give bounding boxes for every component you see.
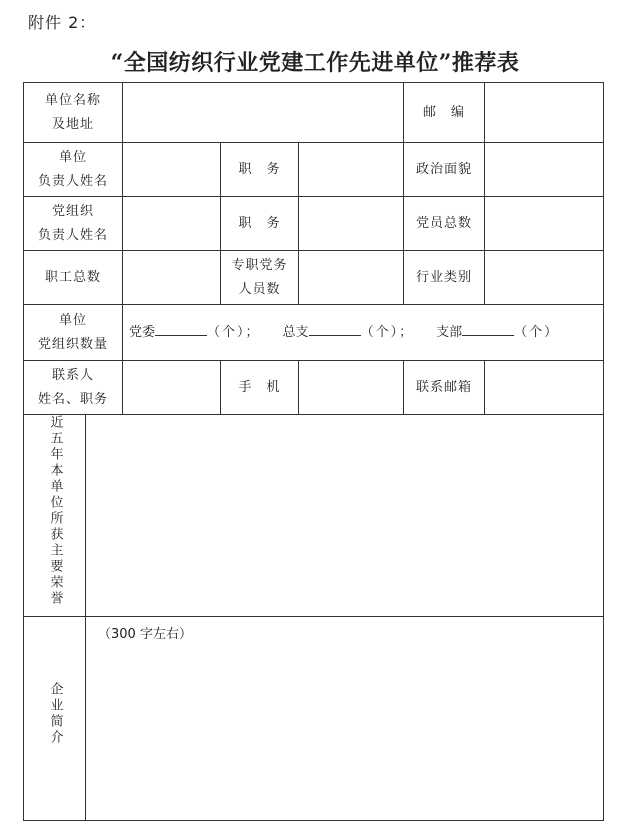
unit-name-field[interactable]	[123, 83, 404, 143]
postcode-label: 邮 编	[404, 83, 485, 143]
leader-name-field[interactable]	[123, 143, 221, 197]
row-unit-name	[24, 83, 604, 143]
political-status-field[interactable]	[485, 143, 604, 197]
branch-label: 支部	[436, 324, 463, 340]
intro-hint: （300 字左右）	[98, 627, 192, 642]
mobile-field[interactable]	[299, 361, 404, 415]
general-branch-unit: （个）；	[360, 324, 415, 340]
leader-label: 单位 负责人姓名	[24, 143, 123, 197]
fulltime-staff-field[interactable]	[299, 251, 404, 305]
recommendation-form	[23, 82, 603, 821]
row-staff	[24, 251, 604, 305]
row-org-count	[24, 305, 604, 361]
committee-unit: （个）；	[207, 324, 261, 340]
staff-total-field[interactable]	[123, 251, 221, 305]
intro-field[interactable]	[86, 617, 604, 821]
row-intro	[24, 617, 604, 821]
row-leader	[24, 143, 604, 197]
contact-email-field[interactable]	[485, 361, 604, 415]
mobile-label: 手 机	[221, 361, 299, 415]
industry-type-field[interactable]	[485, 251, 604, 305]
contact-email-label: 联系邮箱	[404, 361, 485, 415]
form-table	[23, 82, 604, 821]
intro-label: 企业简介	[24, 617, 86, 821]
postcode-field[interactable]	[485, 83, 604, 143]
general-branch-label: 总支	[282, 324, 309, 340]
committee-count-blank[interactable]	[155, 321, 207, 336]
party-member-total-field[interactable]	[485, 197, 604, 251]
party-leader-position-label: 职 务	[221, 197, 299, 251]
general-branch-count-blank[interactable]	[309, 321, 361, 336]
org-count-field	[123, 305, 604, 361]
contact-label: 联系人 姓名、职务	[24, 361, 123, 415]
honors-label: 近五年本单位所获主要荣誉	[24, 415, 86, 617]
attachment-label: 附件 2：	[28, 13, 97, 32]
branch-count-blank[interactable]	[462, 321, 514, 336]
contact-name-field[interactable]	[123, 361, 221, 415]
org-count-label: 单位 党组织数量	[24, 305, 123, 361]
row-honors	[24, 415, 604, 617]
leader-position-field[interactable]	[299, 143, 404, 197]
party-leader-name-field[interactable]	[123, 197, 221, 251]
leader-position-label: 职 务	[221, 143, 299, 197]
fulltime-staff-label: 专职党务 人员数	[221, 251, 299, 305]
party-leader-label: 党组织 负责人姓名	[24, 197, 123, 251]
branch-unit: （个）	[514, 324, 560, 340]
party-leader-position-field[interactable]	[299, 197, 404, 251]
political-status-label: 政治面貌	[404, 143, 485, 197]
party-member-total-label: 党员总数	[404, 197, 485, 251]
row-party-leader	[24, 197, 604, 251]
industry-type-label: 行业类别	[404, 251, 485, 305]
row-contact	[24, 361, 604, 415]
unit-name-label: 单位名称 及地址	[24, 83, 123, 143]
committee-label: 党委	[129, 324, 156, 340]
honors-field[interactable]	[86, 415, 604, 617]
staff-total-label: 职工总数	[24, 251, 123, 305]
page-title: “全国纺织行业党建工作先进单位”推荐表	[110, 50, 520, 76]
